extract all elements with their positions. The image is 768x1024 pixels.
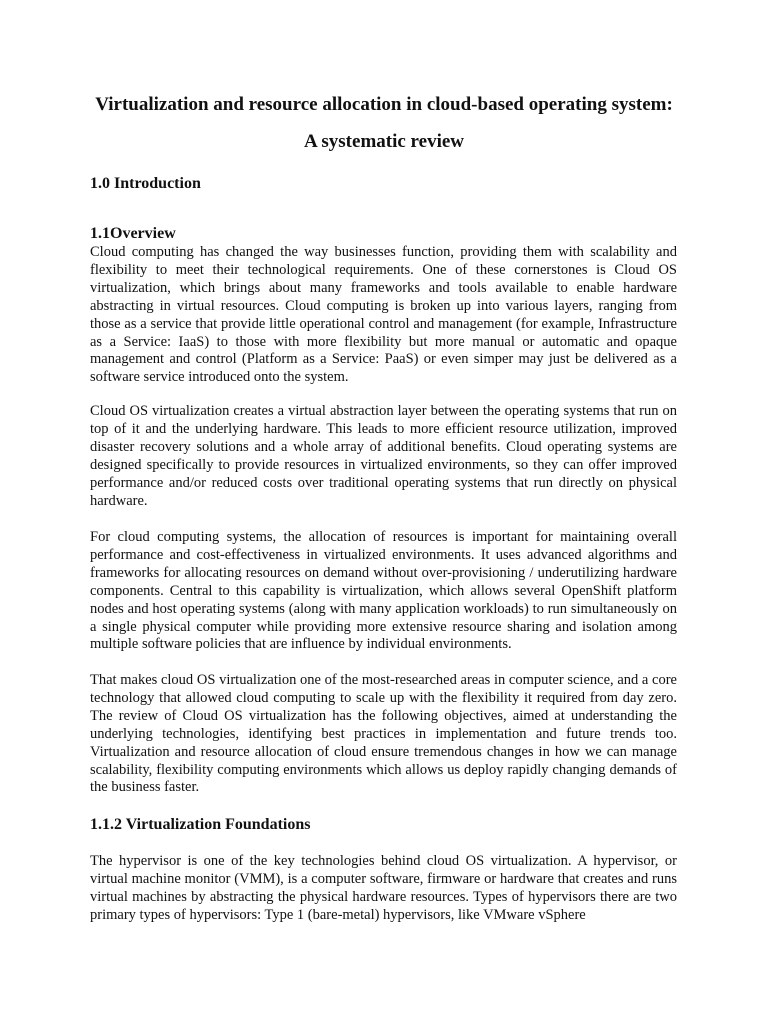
section-heading-overview: 1.1Overview xyxy=(90,225,176,242)
paragraph-overview-3: For cloud computing systems, the allocation of resources is important for maintaining overall performance and cost-effectiveness in virtualized environments. It uses advanced algorithms and frameworks for allocating resources on demand without over-provisioning / underutilizing hardware components. Central to this capability is virtualization, which allows several OpenShift platform nodes and host operating systems (along with many application workloads) to run simultaneously on a single physical computer while providing more extensive resource sharing and isolation among multiple software policies that are influence by individual environments. xyxy=(90,529,677,653)
paragraph-overview-2: Cloud OS virtualization creates a virtual abstraction layer between the operating systems that run on top of it and the underlying hardware. This leads to more efficient resource utilization, improved disaster recovery solutions and a whole array of additional benefits. Cloud operating systems are designed specifically to provide resources in virtualized environments, so they can offer improved performance and/or reduced costs over traditional operating systems that run directly on physical hardware. xyxy=(90,403,677,509)
section-heading-virtualization-foundations: 1.1.2 Virtualization Foundations xyxy=(90,816,311,833)
paragraph-overview-1: Cloud computing has changed the way businesses function, providing them with scalability and flexibility to meet their technological requirements. One of these cornerstones is Cloud OS virtualization, which brings about many frameworks and tools available to enable hardware abstracting in virtual resources. Cloud computing is broken up into various layers, ranging from those as a service that provide little operational control and management (for example, Infrastructure as a Service: IaaS) to those with more flexibility but more manual or automatic and opaque management and control (Platform as a Service: PaaS) or even simper may just be delivered as a software service introduced onto the system. xyxy=(90,244,677,386)
paragraph-foundations-1: The hypervisor is one of the key technologies behind cloud OS virtualization. A hypervisor, or virtual machine monitor (VMM), is a computer software, firmware or hardware that creates and runs virtual machines by abstracting the physical hardware resources. Types of hypervisors there are two primary types of hypervisors: Type 1 (bare-metal) hypervisors, like VMware vSphere xyxy=(90,853,677,923)
paragraph-overview-4: That makes cloud OS virtualization one of the most-researched areas in computer science, and a core technology that allowed cloud computing to scale up with the flexibility it required from day zero. The review of Cloud OS virtualization has the following objectives, aimed at understanding the underlying technologies, identifying best practices in implementation and future trends too. Virtualization and resource allocation of cloud ensure tremendous changes in how we can manage scalability, flexibility computing environments which allows us deploy rapidly changing demands of the business faster. xyxy=(90,672,677,796)
page-title: Virtualization and resource allocation in cloud-based operating system: A systematic review xyxy=(95,94,673,152)
section-heading-introduction: 1.0 Introduction xyxy=(90,175,201,192)
